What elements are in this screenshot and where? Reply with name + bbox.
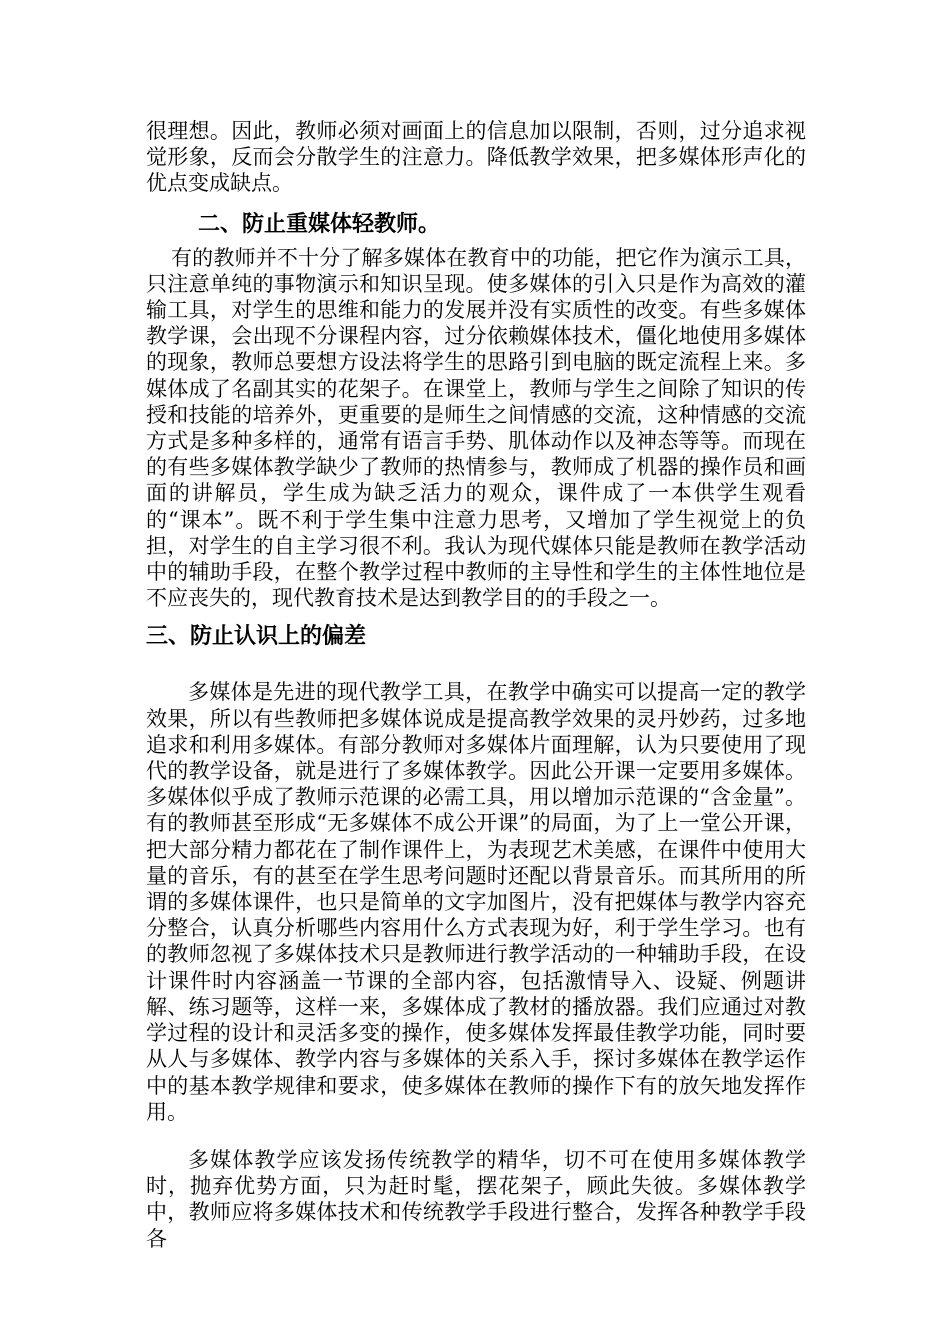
section-3-heading: 三、防止认识上的偏差 (146, 624, 367, 650)
section-2-paragraph: 有的教师并不十分了解多媒体在教育中的功能，把它作为演示工具，只注意单纯的事物演示和知识呈现。使多媒体的引入只是作为高效的灌输工具，对学生的思维和能力的发展并没有实质性的改变。有些多媒体教学课，会出现不分课程内容，过分依赖媒体技术，僵化地使用多媒体的现象，教师总要想方设法将学生的思路引到电脑的既定流程上来。多媒体成了名副其实的花架子。在课堂上，教师与学生之间除了知识的传授和技能的培养外，更重要的是师生之间情感的交流，这种情感的交流方式是多种多样的，通常有语言手势、肌体动作以及神态等等。而现在的有些多媒体教学缺少了教师的热情参与，教师成了机器的操作员和画面的讲解员，学生成为缺乏活力的观众，课件成了一本供学生观看的“课本”。既不利于学生集中注意力思考，又增加了学生视觉上的负担，对学生的自主学习很不利。我认为现代媒体只能是教师在教学活动中的辅助手段，在整个教学过程中教师的主导性和学生的主体性地位是不应丧失的，现代教育技术是达到教学目的的手段之一。 (146, 245, 806, 611)
document-page (146, 118, 806, 1252)
intro-paragraph: 很理想。因此，教师必须对画面上的信息加以限制，否则，过分追求视觉形象，反而会分散学生的注意力。降低教学效果，把多媒体形声化的优点变成缺点。 (146, 119, 806, 196)
section-3-paragraph-2: 多媒体教学应该发扬传统教学的精华，切不可在使用多媒体教学时，抛弃优势方面，只为赶时髦，摆花架子，顾此失彼。多媒体教学中，教师应将多媒体技术和传统教学手段进行整合，发挥各种教学手段各 (146, 1147, 806, 1251)
section-2-heading: 二、防止重媒体轻教师。 (198, 211, 441, 237)
section-3-paragraph-1: 多媒体是先进的现代教学工具，在教学中确实可以提高一定的教学效果，所以有些教师把多媒体说成是提高教学效果的灵丹妙药，过多地追求和利用多媒体。有部分教师对多媒体片面理解，认为只要使用了现代的教学设备，就是进行了多媒体教学。因此公开课一定要用多媒体。多媒体似乎成了教师示范课的必需工具，用以增加示范课的“含金量”。有的教师甚至形成“无多媒体不成公开课”的局面，为了上一堂公开课，把大部分精力都花在了制作课件上，为表现艺术美感，在课件中使用大量的音乐，有的甚至在学生思考问题时还配以背景音乐。而其所用的所谓的多媒体课件，也只是简单的文字加图片，没有把媒体与教学内容充分整合，认真分析哪些内容用什么方式表现为好，利于学生学习。也有的教师忽视了多媒体技术只是教师进行教学活动的一种辅助手段，在设计课件时内容涵盖一节课的全部内容，包括激情导入、设疑、例题讲解、练习题等，这样一来，多媒体成了教材的播放器。我们应通过对教学过程的设计和灵活多变的操作，使多媒体发挥最佳教学功能，同时要从人与多媒体、教学内容与多媒体的关系入手，探讨多媒体在教学运作中的基本教学规律和要求，使多媒体在教师的操作下有的放矢地发挥作用。 (146, 680, 806, 1124)
paragraph-spacer (146, 1125, 806, 1147)
